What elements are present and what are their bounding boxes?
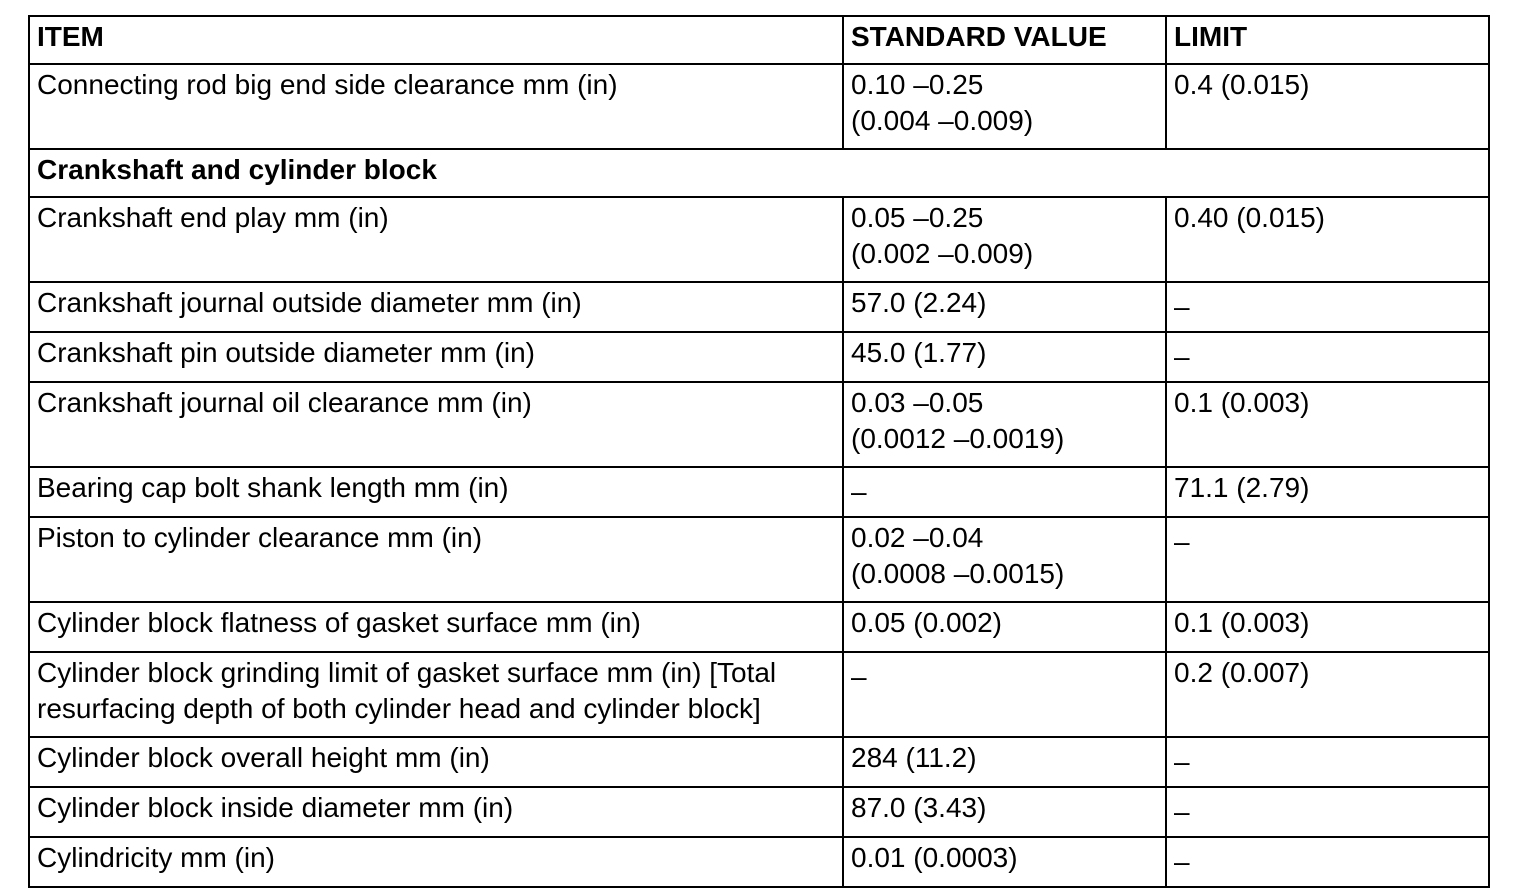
table-row (29, 332, 1489, 382)
table-row (29, 837, 1489, 887)
item-cell: Cylinder block grinding limit of gasket surface mm (in) [Total resurfacing depth of both cylinder head and cylinder block] (29, 652, 843, 737)
limit-cell: – (1166, 282, 1489, 332)
limit-cell: 0.1 (0.003) (1166, 382, 1489, 467)
table-row (29, 737, 1489, 787)
item-cell: Cylinder block overall height mm (in) (29, 737, 843, 787)
standard-cell: 45.0 (1.77) (843, 332, 1166, 382)
table-row (29, 197, 1489, 282)
standard-cell: 0.05 –0.25 (0.002 –0.009) (843, 197, 1166, 282)
item-cell: Crankshaft journal oil clearance mm (in) (29, 382, 843, 467)
standard-cell: – (843, 467, 1166, 517)
table-row (29, 282, 1489, 332)
item-cell: Crankshaft journal outside diameter mm (in) (29, 282, 843, 332)
table-row (29, 787, 1489, 837)
item-cell: Piston to cylinder clearance mm (in) (29, 517, 843, 602)
limit-cell: 0.2 (0.007) (1166, 652, 1489, 737)
table-row (29, 467, 1489, 517)
item-cell: Connecting rod big end side clearance mm (in) (29, 64, 843, 149)
standard-cell: 0.10 –0.25 (0.004 –0.009) (843, 64, 1166, 149)
limit-cell: 0.4 (0.015) (1166, 64, 1489, 149)
limit-cell: – (1166, 332, 1489, 382)
standard-cell: 284 (11.2) (843, 737, 1166, 787)
header-item: ITEM (29, 16, 843, 64)
table-row (29, 652, 1489, 737)
section-title: Crankshaft and cylinder block (29, 149, 1489, 197)
header-standard-value: STANDARD VALUE (843, 16, 1166, 64)
standard-cell: 0.03 –0.05 (0.0012 –0.0019) (843, 382, 1166, 467)
standard-cell: – (843, 652, 1166, 737)
standard-cell: 0.02 –0.04 (0.0008 –0.0015) (843, 517, 1166, 602)
limit-cell: – (1166, 837, 1489, 887)
item-cell: Cylindricity mm (in) (29, 837, 843, 887)
standard-cell: 0.05 (0.002) (843, 602, 1166, 652)
table-row (29, 64, 1489, 149)
table-row (29, 517, 1489, 602)
item-cell: Crankshaft end play mm (in) (29, 197, 843, 282)
header-limit: LIMIT (1166, 16, 1489, 64)
table-row (29, 602, 1489, 652)
item-cell: Bearing cap bolt shank length mm (in) (29, 467, 843, 517)
spec-table (28, 15, 1490, 888)
limit-cell: – (1166, 737, 1489, 787)
table-row (29, 382, 1489, 467)
section-header-row (29, 149, 1489, 197)
standard-cell: 57.0 (2.24) (843, 282, 1166, 332)
item-cell: Cylinder block inside diameter mm (in) (29, 787, 843, 837)
limit-cell: – (1166, 787, 1489, 837)
limit-cell: 71.1 (2.79) (1166, 467, 1489, 517)
limit-cell: – (1166, 517, 1489, 602)
standard-cell: 0.01 (0.0003) (843, 837, 1166, 887)
standard-cell: 87.0 (3.43) (843, 787, 1166, 837)
item-cell: Crankshaft pin outside diameter mm (in) (29, 332, 843, 382)
limit-cell: 0.40 (0.015) (1166, 197, 1489, 282)
table-header-row (29, 16, 1489, 64)
limit-cell: 0.1 (0.003) (1166, 602, 1489, 652)
item-cell: Cylinder block flatness of gasket surface mm (in) (29, 602, 843, 652)
